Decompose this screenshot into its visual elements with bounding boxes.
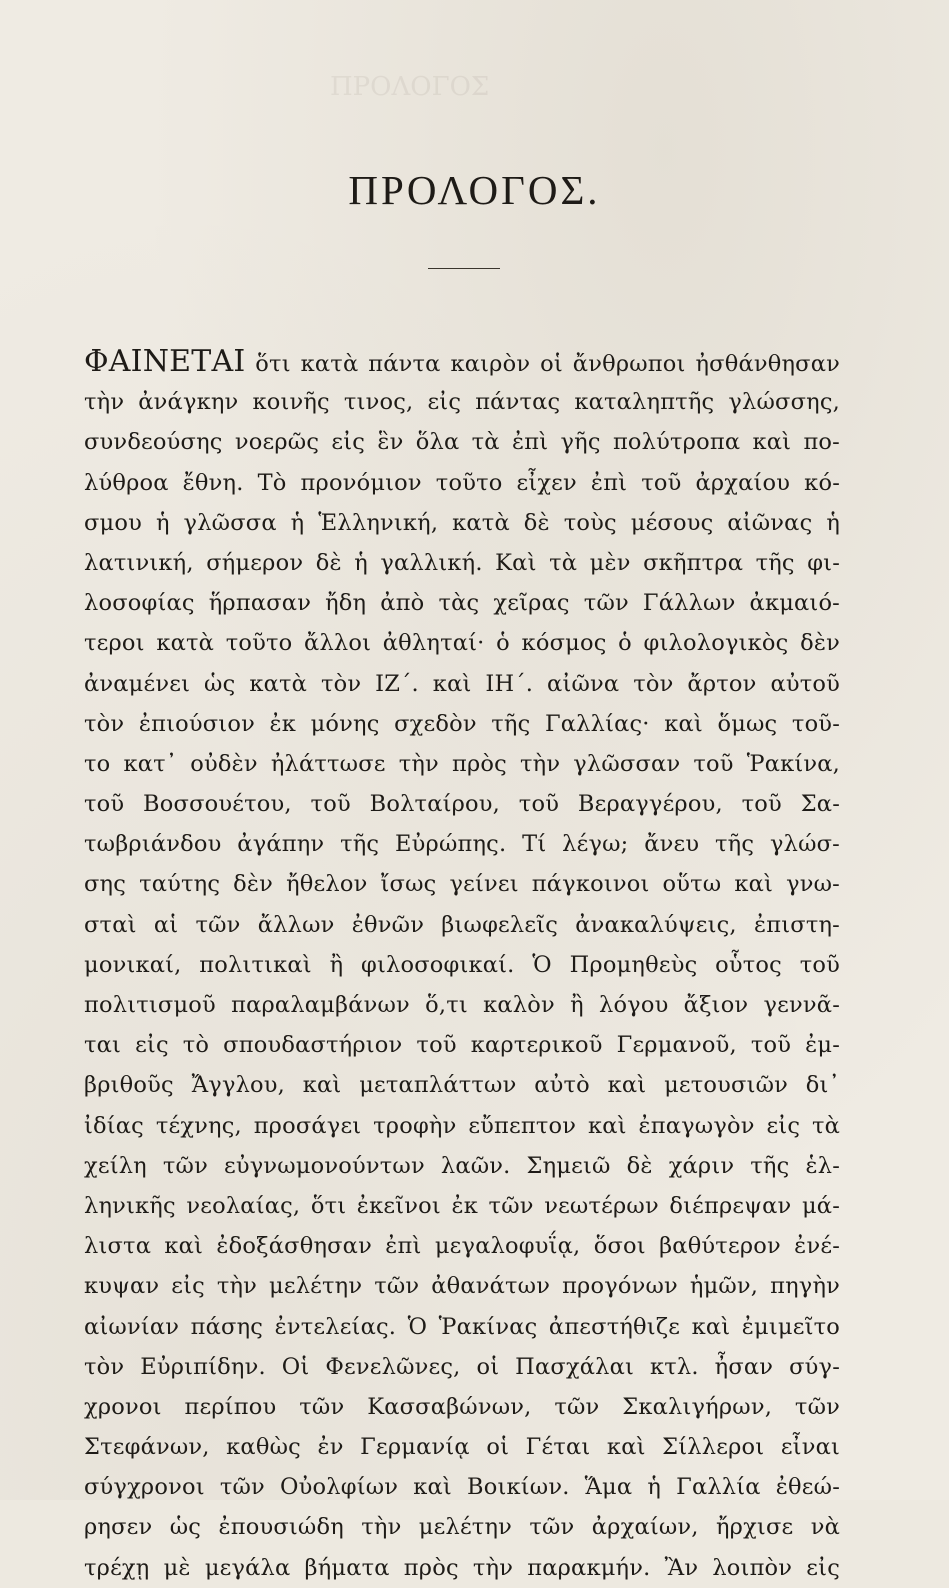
text-line: τὸν Εὐριπίδην. Οἱ Φενελῶνες, οἱ Πασχάλαι κτλ. ἦσαν σύγ-: [84, 1353, 840, 1380]
text-line: σης ταύτης δὲν ἤθελον ἴσως γείνει πάγκοινοι οὕτω καὶ γνω-: [84, 871, 840, 898]
text-line: ται εἰς τὸ σπουδαστήριον τοῦ καρτερικοῦ Γερμανοῦ, τοῦ ἐμ-: [84, 1032, 840, 1059]
text-line: συνδεούσης νοερῶς εἰς ἓν ὅλα τὰ ἐπὶ γῆς πολύτροπα καὶ πο-: [84, 429, 840, 456]
text-line: λατινική, σήμερον δὲ ἡ γαλλική. Καὶ τὰ μὲν σκῆπτρα τῆς φι-: [84, 549, 840, 576]
text-line: ρησεν ὡς ἐπουσιώδη τὴν μελέτην τῶν ἀρχαίων, ἤρχισε νὰ: [84, 1514, 840, 1541]
text-line: πολιτισμοῦ παραλαμβάνων ὅ,τι καλὸν ἢ λόγου ἄξιον γεννᾶ-: [84, 992, 840, 1018]
page-title: ΠΡΟΛΟΓΟΣ.: [348, 167, 601, 213]
text-line: αἰωνίαν πάσης ἐντελείας. Ὁ Ῥακίνας ἀπεστήθιζε καὶ ἐμιμεῖτο: [84, 1313, 840, 1340]
text-line: Στεφάνων, καθὼς ἐν Γερμανίᾳ οἱ Γέται καὶ Σίλλεροι εἶναι: [84, 1434, 840, 1461]
initial-word: ΦΑΙΝΕΤΑΙ: [84, 344, 246, 379]
text-line: χείλη τῶν εὐγνωμονούντων λαῶν. Σημειῶ δὲ χάριν τῆς ἑλ-: [84, 1152, 840, 1179]
text-line: λύθροα ἔθνη. Τὸ προνόμιον τοῦτο εἶχεν ἐπὶ τοῦ ἀρχαίου κό-: [84, 469, 840, 496]
title-rule: [428, 268, 500, 269]
text-line: τὸν ἐπιούσιον ἐκ μόνης σχεδὸν τῆς Γαλλίας· καὶ ὅμως τοῦ-: [84, 710, 840, 737]
text-line: ἀναμένει ὡς κατὰ τὸν ΙΖ΄. καὶ ΙΗ΄. αἰῶνα τὸν ἄρτον αὐτοῦ: [84, 670, 840, 697]
text-line: τοῦ Βοσσουέτου, τοῦ Βολταίρου, τοῦ Βεραγγέρου, τοῦ Σα-: [84, 791, 840, 818]
text-line: τωβριάνδου ἀγάπην τῆς Εὐρώπης. Τί λέγω; ἄνευ τῆς γλώσ-: [84, 831, 840, 858]
text-line: βριθοῦς Ἄγγλου, καὶ μεταπλάττων αὐτὸ καὶ μετουσιῶν δι᾽: [84, 1072, 840, 1099]
text-line: ΦΑΙΝΕΤΑΙ ὅτι κατὰ πάντα καιρὸν οἱ ἄνθρωποι ἠσθάνθησαν: [84, 344, 840, 379]
text-line: σμου ἡ γλῶσσα ἡ Ἑλληνική, κατὰ δὲ τοὺς μέσους αἰῶνας ἡ: [84, 509, 840, 536]
text-line: κυψαν εἰς τὴν μελέτην τῶν ἀθανάτων προγόνων ἡμῶν, πηγὴν: [84, 1273, 840, 1300]
text-line: σύγχρονοι τῶν Οὐολφίων καὶ Βοικίων. Ἅμα ἡ Γαλλία ἐθεώ-: [84, 1474, 840, 1501]
text-line: ληνικῆς νεολαίας, ὅτι ἐκεῖνοι ἐκ τῶν νεωτέρων διέπρεψαν μά-: [84, 1192, 840, 1219]
body-text: [84, 342, 840, 1588]
text-line: ἰδίας τέχνης, προσάγει τροφὴν εὔπεπτον καὶ ἐπαγωγὸν εἰς τὰ: [84, 1112, 840, 1139]
text-line: το κατ᾽ οὐδὲν ἠλάττωσε τὴν πρὸς τὴν γλῶσσαν τοῦ Ῥακίνα,: [84, 750, 840, 777]
text-line: τρέχῃ μὲ μεγάλα βήματα πρὸς τὴν παρακμήν. Ἂν λοιπὸν εἰς: [84, 1554, 840, 1581]
text-line: τὴν ἀνάγκην κοινῆς τινος, εἰς πάντας καταληπτῆς γλώσσης,: [84, 389, 840, 416]
text-line: χρονοι περίπου τῶν Κασσαβώνων, τῶν Σκαλιγήρων, τῶν: [84, 1393, 840, 1420]
text-line: λιστα καὶ ἐδοξάσθησαν ἐπὶ μεγαλοφυΐᾳ, ὅσοι βαθύτερον ἐνέ-: [84, 1233, 840, 1260]
text-line: σταὶ αἱ τῶν ἄλλων ἐθνῶν βιωφελεῖς ἀνακαλύψεις, ἐπιστη-: [84, 911, 840, 938]
text-line: τεροι κατὰ τοῦτο ἄλλοι ἀθληταί· ὁ κόσμος ὁ φιλολογικὸς δὲν: [84, 630, 840, 657]
show-through-text: ΠΡΟΛΟΓΟΣ: [330, 72, 490, 102]
text-line: μονικαί, πολιτικαὶ ἢ φιλοσοφικαί. Ὁ Προμηθεὺς οὗτος τοῦ: [84, 951, 840, 978]
text-line: λοσοφίας ἥρπασαν ἤδη ἀπὸ τὰς χεῖρας τῶν Γάλλων ἀκμαιό-: [84, 590, 840, 617]
